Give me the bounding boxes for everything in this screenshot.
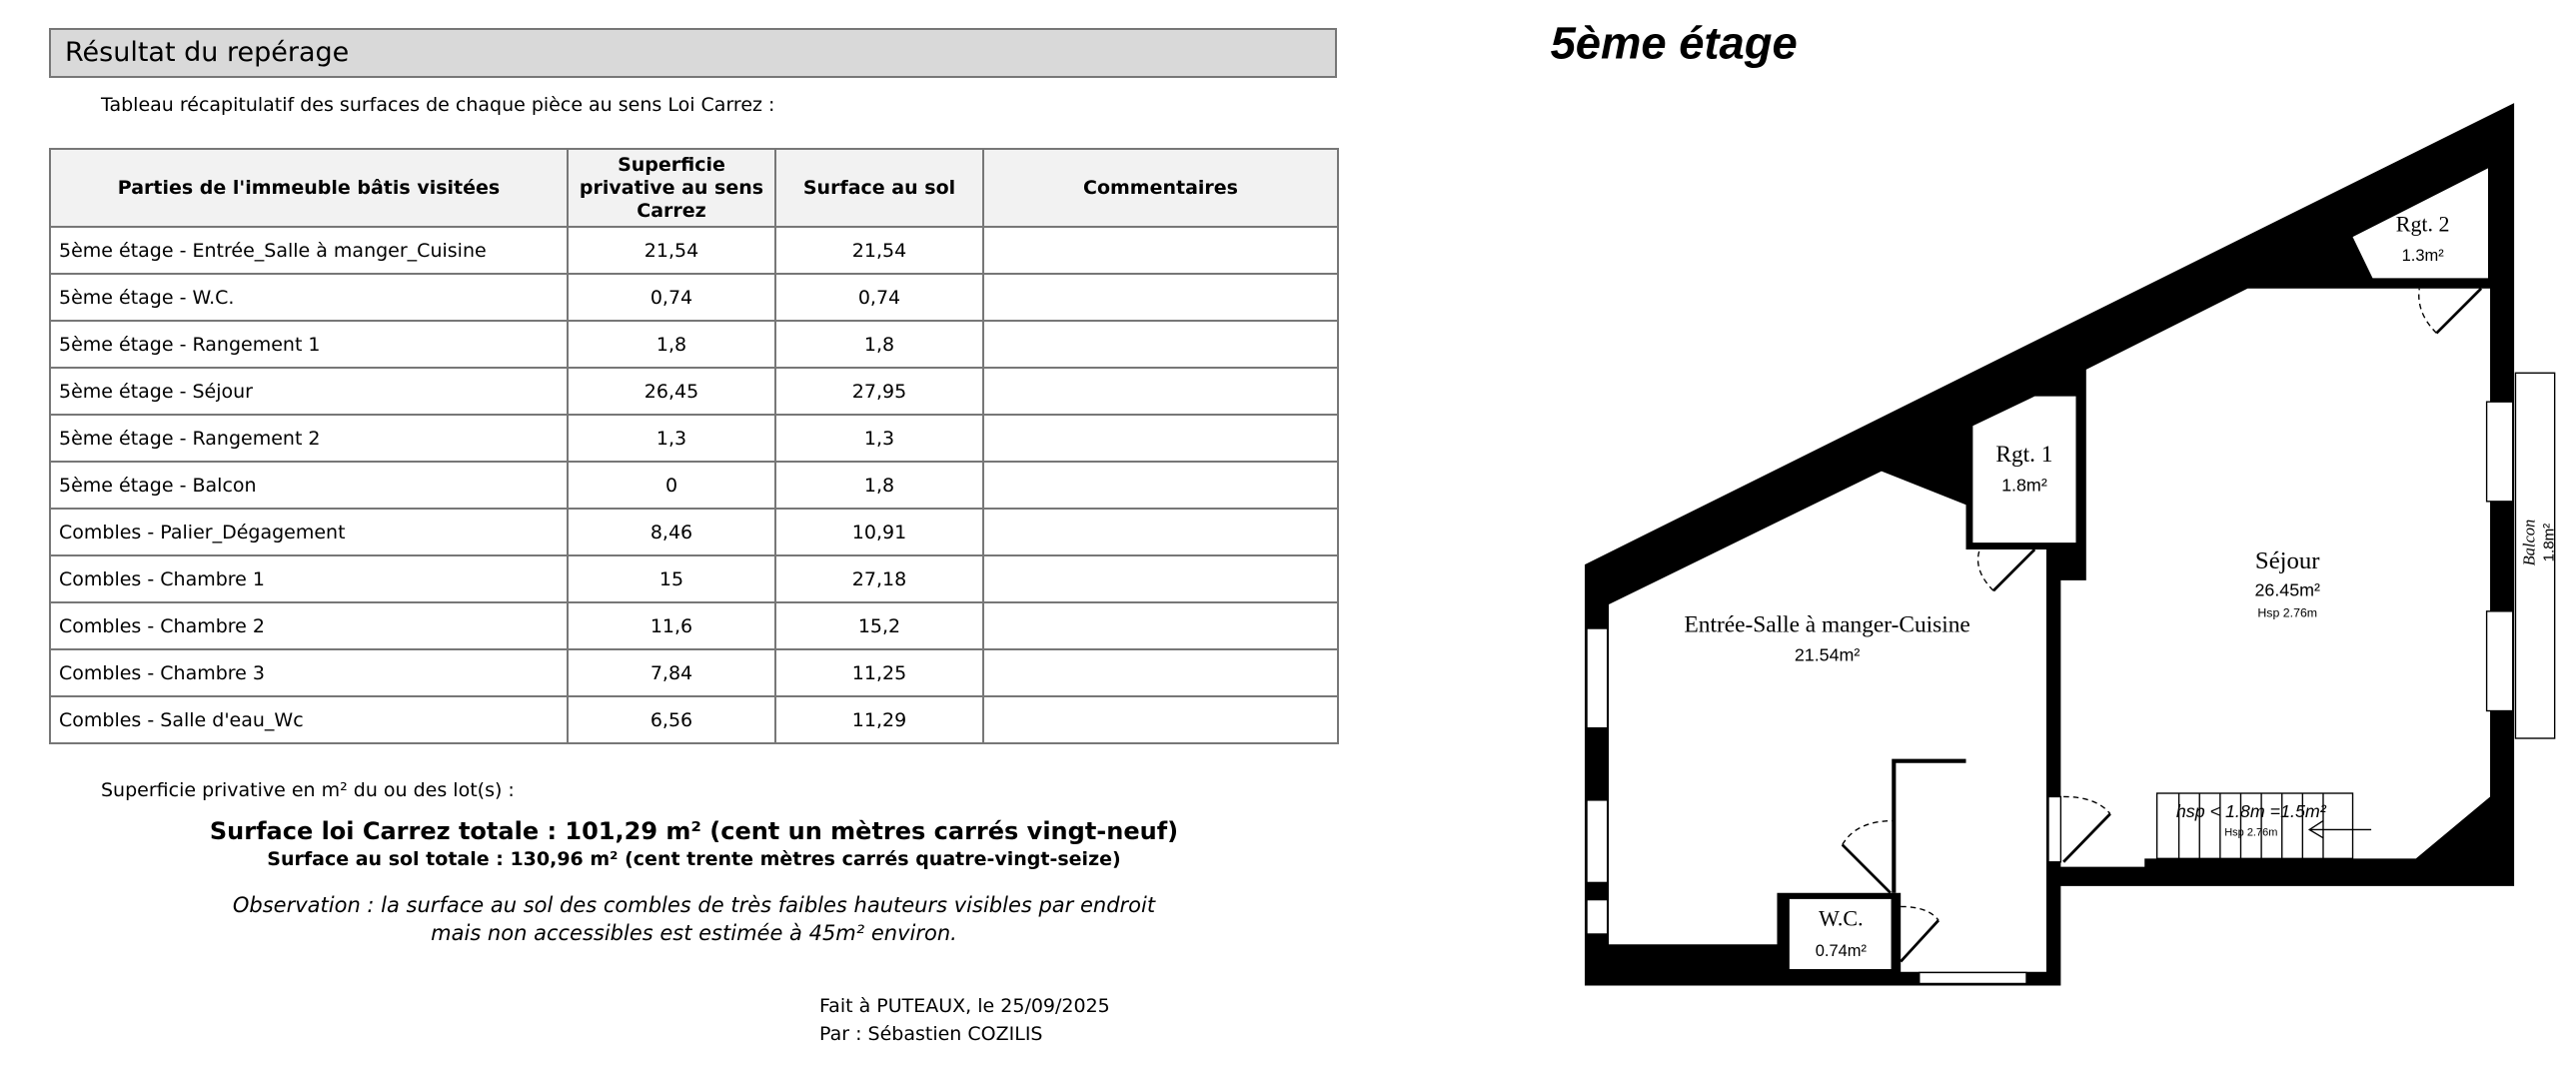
cell-part: 5ème étage - Rangement 2 [50,415,568,462]
cell-comment [983,321,1338,368]
room-name-rgt2: Rgt. 2 [2395,211,2450,237]
cell-part: Combles - Salle d'eau_Wc [50,696,568,743]
cell-comment [983,555,1338,602]
cell-part: 5ème étage - Balcon [50,462,568,509]
table-row [50,602,1338,649]
observation-line-1: Observation : la surface au sol des combles de très faibles hauteurs visibles par endroit [232,893,1156,917]
cell-sol: 10,91 [775,509,983,555]
cell-sol: 15,2 [775,602,983,649]
table-row [50,555,1338,602]
cell-sol: 27,18 [775,555,983,602]
room-area-wc: 0.74m² [1815,941,1868,960]
cell-part: Combles - Chambre 3 [50,649,568,696]
room-name-balcon: Balcon [2519,519,2539,566]
cell-comment [983,274,1338,321]
room-area-rgt2: 1.3m² [2401,247,2444,266]
col-header-sol: Surface au sol [775,149,983,227]
stairs-label: hsp < 1.8m =1.5m² [2175,801,2326,822]
room-name-wc: W.C. [1819,905,1864,931]
cell-carrez: 7,84 [568,649,775,696]
cell-sol: 0,74 [775,274,983,321]
table-row [50,368,1338,415]
room-area-balcon: 1.8m² [2540,523,2558,562]
cell-comment [983,415,1338,462]
cell-comment [983,602,1338,649]
cell-carrez: 0 [568,462,775,509]
room-name-entree: Entrée-Salle à manger-Cuisine [1684,611,1970,638]
cell-comment [983,368,1338,415]
table-header-row [50,149,1338,227]
cell-sol: 1,8 [775,321,983,368]
place-date: Fait à PUTEAUX, le 25/09/2025 [819,995,1110,1017]
cell-part: Combles - Chambre 2 [50,602,568,649]
room-area-sejour: 26.45m² [2254,579,2321,600]
cell-part: 5ème étage - Séjour [50,368,568,415]
cell-sol: 11,29 [775,696,983,743]
cell-carrez: 8,46 [568,509,775,555]
cell-carrez: 1,8 [568,321,775,368]
cell-sol: 1,8 [775,462,983,509]
cell-comment [983,462,1338,509]
table-row [50,696,1338,743]
table-row [50,227,1338,274]
cell-part: 5ème étage - Rangement 1 [50,321,568,368]
cell-part: Combles - Palier_Dégagement [50,509,568,555]
surface-table [49,148,1339,744]
table-row [50,462,1338,509]
floor-plan [1499,0,2576,1079]
sol-total: Surface au sol totale : 130,96 m² (cent trente mètres carrés quatre-vingt-seize) [267,848,1121,870]
cell-carrez: 15 [568,555,775,602]
table-row [50,649,1338,696]
author: Par : Sébastien COZILIS [819,1023,1043,1045]
observation-line-2: mais non accessibles est estimée à 45m² environ. [431,921,957,945]
table-caption: Tableau récapitulatif des surfaces de chaque pièce au sens Loi Carrez : [101,94,775,116]
cell-sol: 11,25 [775,649,983,696]
cell-carrez: 6,56 [568,696,775,743]
room-hsp-sejour: Hsp 2.76m [2257,605,2318,620]
carrez-total: Surface loi Carrez totale : 101,29 m² (cent un mètres carrés vingt-neuf) [209,817,1179,845]
table-row [50,415,1338,462]
room-name-rgt1: Rgt. 1 [1995,441,2053,468]
table-row [50,509,1338,555]
cell-part: 5ème étage - Entrée_Salle à manger_Cuisine [50,227,568,274]
room-sejour [2060,289,2490,867]
cell-part: 5ème étage - W.C. [50,274,568,321]
cell-comment [983,696,1338,743]
cell-sol: 21,54 [775,227,983,274]
cell-comment [983,649,1338,696]
section-header: Résultat du repérage [49,28,1337,78]
cell-comment [983,227,1338,274]
cell-carrez: 0,74 [568,274,775,321]
cell-sol: 1,3 [775,415,983,462]
summary-label: Superficie privative en m² du ou des lot(s) : [101,779,515,801]
room-area-entree: 21.54m² [1794,644,1861,665]
plan-title: 5ème étage [1550,17,1798,69]
stairs-hsp: Hsp 2.76m [2224,826,2278,839]
room-name-sejour: Séjour [2254,547,2320,575]
cell-comment [983,509,1338,555]
col-header-comments: Commentaires [983,149,1338,227]
cell-sol: 27,95 [775,368,983,415]
table-row [50,321,1338,368]
col-header-parts: Parties de l'immeuble bâtis visitées [50,149,568,227]
cell-carrez: 21,54 [568,227,775,274]
cell-part: Combles - Chambre 1 [50,555,568,602]
room-area-rgt1: 1.8m² [2001,475,2047,496]
col-header-carrez: Superficie privative au sens Carrez [568,149,775,227]
cell-carrez: 11,6 [568,602,775,649]
cell-carrez: 1,3 [568,415,775,462]
cell-carrez: 26,45 [568,368,775,415]
table-row [50,274,1338,321]
